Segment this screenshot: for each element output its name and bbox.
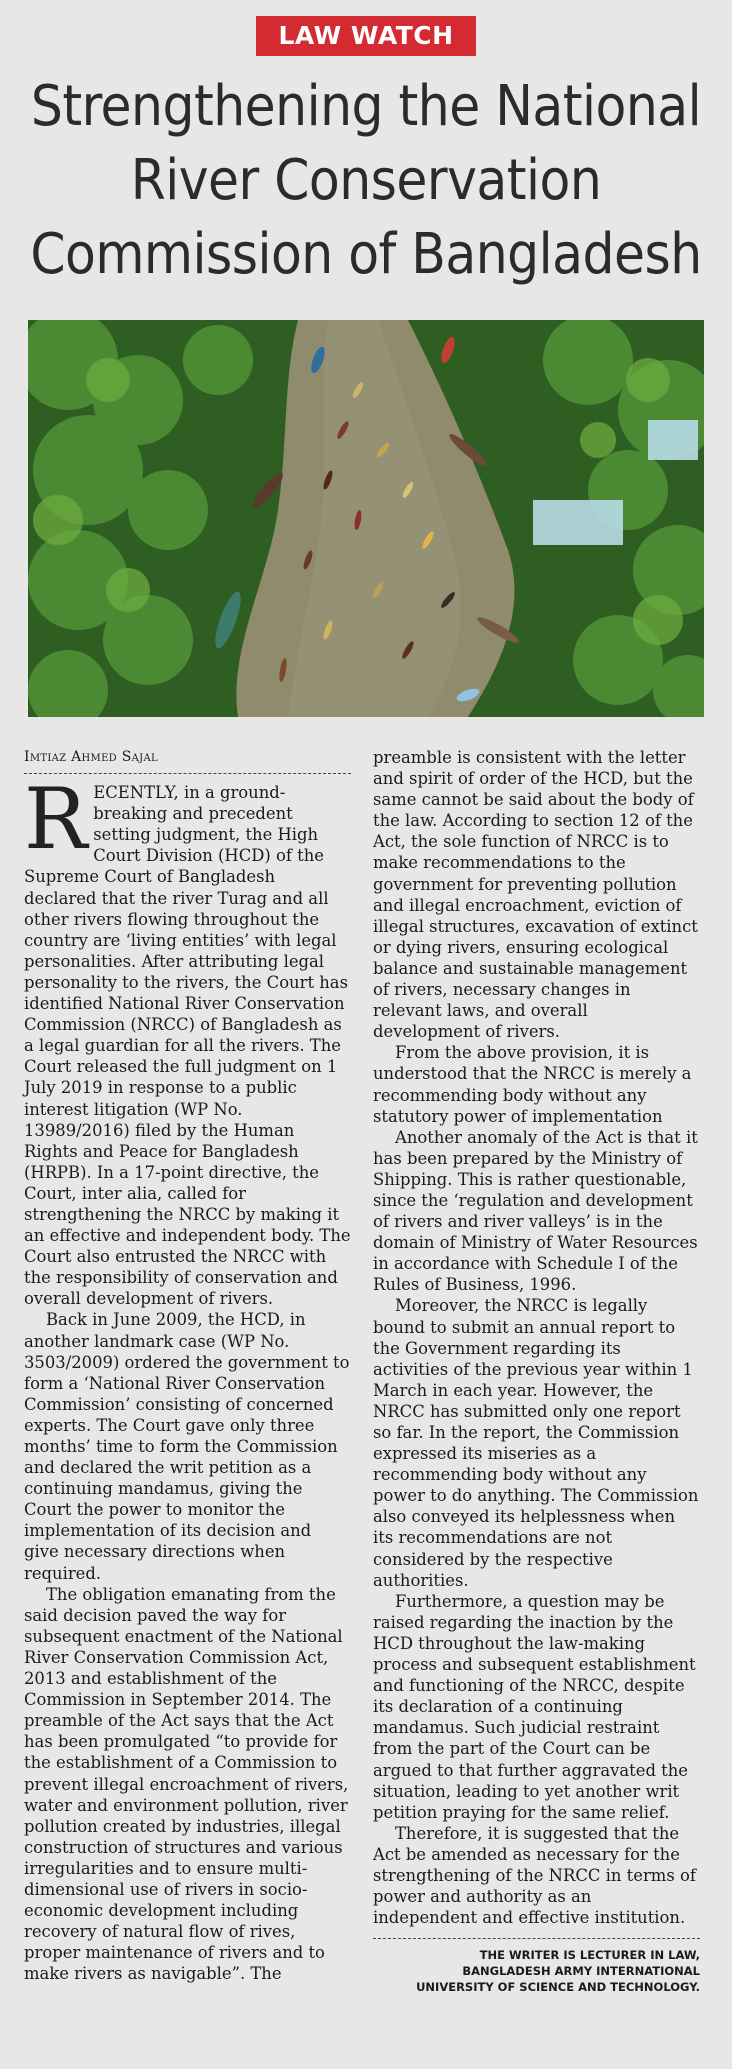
drop-cap: R xyxy=(24,770,88,869)
river-with-boats-aerial-photo xyxy=(28,320,704,717)
headline-line-2: River Conservation xyxy=(130,148,602,213)
headline xyxy=(24,70,708,292)
paragraph xyxy=(24,770,351,1309)
paragraph: Another anomaly of the Act is that it has been prepared by the Ministry of Shipping. This is rather questionable, since the ‘regulation and development of rivers and river valleys’ is in the domain of Ministry of Water Resources in accordance with Schedule I of the Rules of Business, 1996. xyxy=(373,1127,698,1295)
page-margin xyxy=(732,0,752,2069)
section-label: LAW WATCH xyxy=(256,16,475,56)
author-note xyxy=(373,1938,700,1995)
paragraph: Furthermore, a question may be raised regarding the inaction by the HCD throughout the law-making process and subsequent establishment and functioning of the NRCC, despite its declaration of a continuing mandamus. Such judicial restraint from the part of the Court can be argued to that further aggravated the situation, leading to yet another writ petition praying for the same relief. xyxy=(373,1591,696,1822)
column-left xyxy=(24,747,351,1984)
article-body xyxy=(24,747,708,2027)
byline: Imtiaz Ahmed Sajal xyxy=(24,747,351,774)
headline-line-3: Commission of Bangladesh xyxy=(30,222,702,287)
paragraph: Therefore, it is suggested that the Act be amended as necessary for the strengthening of the NRCC in terms of power and authority as an independent and effective institution. xyxy=(373,1823,696,1928)
author-note-line-2: BANGLADESH ARMY INTERNATIONAL xyxy=(462,1964,700,1979)
paragraph: Back in June 2009, the HCD, in another landmark case (WP No. 3503/2009) ordered the government to form a ‘National River Conservation Commission’ consisting of concerned experts. The Court gave only three months’ time to form the Commission and declared the writ petition as a continuing mandamus, giving the Court the power to monitor the implementation of its decision and give necessary directions when required. xyxy=(24,1310,350,1583)
paragraph: preamble is consistent with the letter and spirit of order of the HCD, but the same cannot be said about the body of the law. According to section 12 of the Act, the sole function of NRCC is to make recommendations to the government for preventing pollution and illegal encroachment, eviction of illegal structures, excavation of extinct or dying rivers, ensuring ecological balance and sustainable management of rivers, necessary changes in relevant laws, and overall development of rivers. xyxy=(373,748,698,1042)
section-label-wrap xyxy=(24,0,708,56)
paragraph-text: ECENTLY, in a ground-breaking and precedent setting judgment, the High Court Division (HCD) of the Supreme Court of Bangladesh declared that the river Turag and all other rivers flowing throughout the country are ‘living entities’ with legal personalities. After attributing legal personality to the rivers, the Court has identified National River Conservation Commission (NRCC) of Bangladesh as a legal guardian for all the rivers. The Court released the full judgment on 1 July 2019 in response to a public interest litigation (WP No. 13989/2016) filed by the Human Rights and Peace for Bangladesh (HRPB). In a 17-point directive, the Court, inter alia, called for strengthening the NRCC by making it an effective and independent body. The Court also entrusted the NRCC with the responsibility of conservation and overall development of rivers. xyxy=(24,783,351,1309)
river-photo xyxy=(28,320,704,717)
author-note-line-1: THE WRITER IS LECTURER IN LAW, xyxy=(479,1948,700,1963)
column-right xyxy=(373,747,700,1995)
paragraph: Moreover, the NRCC is legally bound to submit an annual report to the Government regarding its activities of the previous year within 1 March in each year. However, the NRCC has submitted only one report so far. In the report, the Commission expressed its miseries as a recommending body without any power to do anything. The Commission also conveyed its helplessness when its recommendations are not considered by the respective authorities. xyxy=(373,1296,699,1590)
paragraph: From the above provision, it is understood that the NRCC is merely a recommending body without any statutory power of implementation xyxy=(373,1043,692,1126)
paragraph: The obligation emanating from the said decision paved the way for subsequent enactment of the National River Conservation Commission Act, 2013 and establishment of the Commission in September 2014. The preamble of the Act says that the Act has been promulgated “to provide for the establishment of a Commission to prevent illegal encroachment of rivers, water and environment pollution, river pollution created by industries, illegal construction of structures and various irregularities and to ensure multi-dimensional use of rivers in socio-economic development including recovery of natural flow of rives, proper maintenance of rivers and to make rivers as navigable”. The xyxy=(24,1584,349,1984)
author-note-line-3: UNIVERSITY OF SCIENCE AND TECHNOLOGY. xyxy=(416,1980,700,1995)
headline-line-1: Strengthening the National xyxy=(30,74,702,139)
